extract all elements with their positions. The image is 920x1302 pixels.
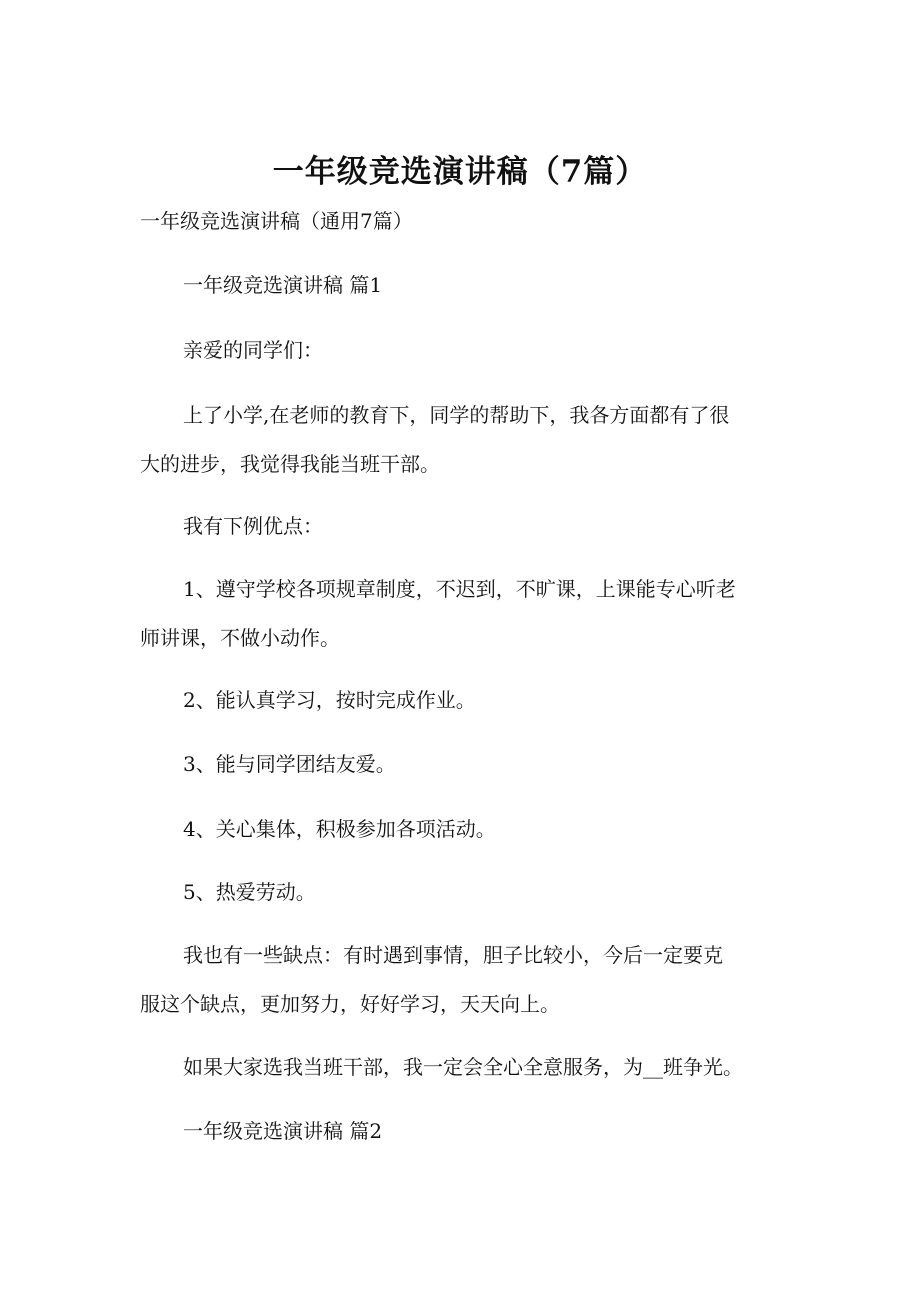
list-item-1-line-2: 师讲课，不做小动作。: [140, 626, 340, 650]
section-heading-2: 一年级竞选演讲稿 篇2: [183, 1119, 383, 1143]
paragraph-3-line-2: 服这个缺点，更加努力，好好学习，天天向上。: [140, 992, 560, 1016]
paragraph-3-line-1: 我也有一些缺点：有时遇到事情，胆子比较小，今后一定要克: [183, 943, 723, 967]
list-item-2: 2、能认真学习，按时完成作业。: [183, 688, 476, 712]
paragraph-2: 我有下例优点：: [183, 514, 323, 538]
paragraph-4: 如果大家选我当班干部，我一定会全心全意服务，为__班争光。: [183, 1055, 743, 1079]
document-subtitle: 一年级竞选演讲稿（通用7篇）: [140, 209, 413, 233]
list-item-3: 3、能与同学团结友爱。: [183, 752, 396, 776]
document-title: 一年级竞选演讲稿（7篇）: [272, 154, 648, 190]
paragraph-1-line-1: 上了小学,在老师的教育下，同学的帮助下，我各方面都有了很: [183, 403, 730, 427]
greeting: 亲爱的同学们：: [183, 338, 323, 362]
list-item-5: 5、热爱劳动。: [183, 880, 316, 904]
list-item-4: 4、关心集体，积极参加各项活动。: [183, 817, 496, 841]
list-item-1-line-1: 1、遵守学校各项规章制度，不迟到，不旷课，上课能专心听老: [183, 577, 736, 601]
paragraph-1-line-2: 大的进步，我觉得我能当班干部。: [140, 452, 440, 476]
section-heading-1: 一年级竞选演讲稿 篇1: [183, 273, 383, 297]
